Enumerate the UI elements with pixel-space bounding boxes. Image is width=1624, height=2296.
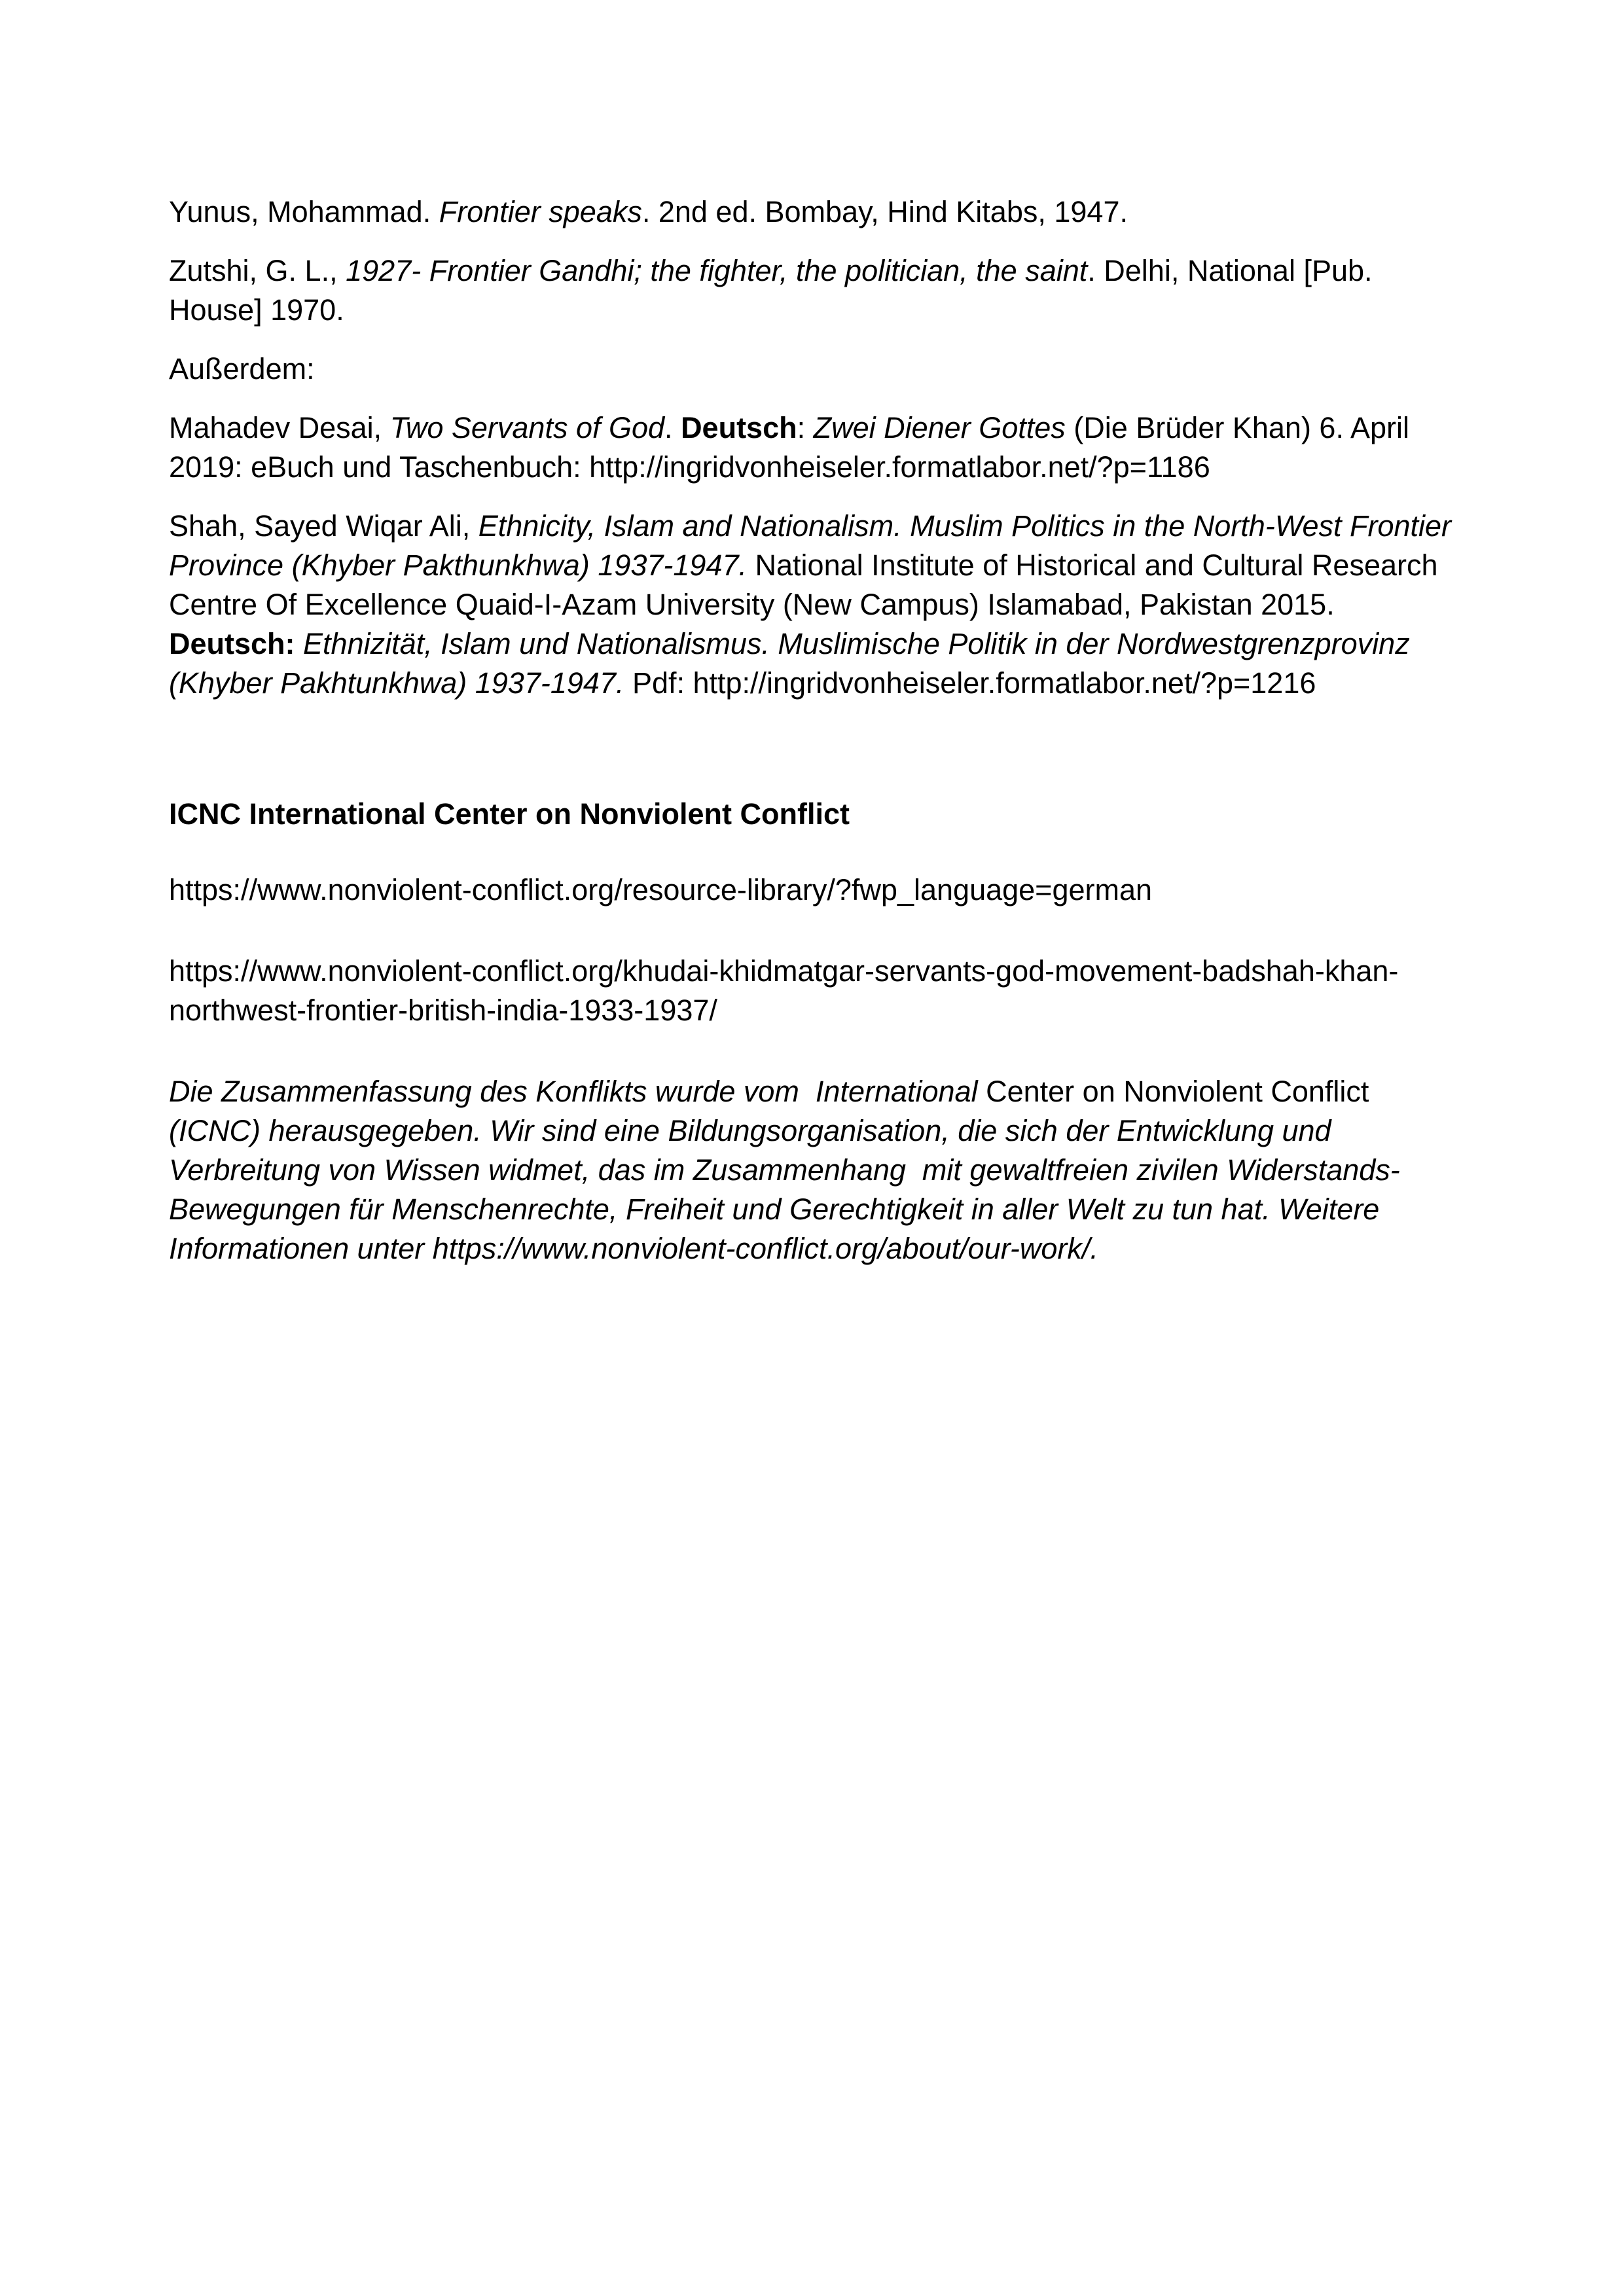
document-content <box>169 192 1460 1288</box>
text-run: Center on Nonviolent Conflict <box>977 1075 1377 1108</box>
text-run: Zutshi, G. L., <box>169 254 346 287</box>
icnc-heading <box>169 795 1457 834</box>
text-run: : <box>797 411 814 444</box>
khudai-khidmatgar-url <box>169 952 1457 1030</box>
text-run: Pdf: http://ingridvonheiseler.formatlabor.net/?p=1216 <box>624 666 1316 700</box>
text-run: Shah, Sayed Wiqar Ali, <box>169 509 478 543</box>
text-run: Deutsch <box>681 411 797 444</box>
resource-library-url <box>169 870 1457 910</box>
text-run: 1927- Frontier Gandhi; the fighter, the politician, the saint <box>346 254 1088 287</box>
text-run: Mahadev Desai, <box>169 411 390 444</box>
text-run: (Die Brüder Khan) 6. April 2019: eBuch und Taschenbuch: http://ingridvonheiseler.formatlabor.net/?p=1186 <box>169 411 1418 484</box>
text-run: Die Zusammenfassung des Konflikts wurde vom International <box>169 1075 978 1108</box>
text-run: ICNC International Center on Nonviolent Conflict <box>169 797 850 831</box>
reference-yunus <box>169 192 1457 232</box>
text-run: Two Servants of God <box>389 411 665 444</box>
text-run: Außerdem: <box>169 352 315 386</box>
reference-desai <box>169 408 1457 487</box>
text-run: Zwei Diener Gottes <box>813 411 1066 444</box>
text-run: Deutsch: <box>169 627 295 660</box>
text-run: Ethnizität, Islam und Nationalismus. Muslimische Politik in der Nordwestgrenzprovinz (Khyber Pakhtunkhwa) 1937-1947. <box>169 627 1418 700</box>
text-run: . <box>664 411 681 444</box>
text-run: (ICNC) herausgegeben. Wir sind eine Bildungsorganisation, die sich der Entwicklung und Verbreitung von Wissen widmet, das im Zusammenhang mit gewaltfreien zivilen Widerstands-Bewegungen für Menschenrechte, Freiheit und Gerechtigkeit in aller Welt zu tun hat. Weitere Informationen unter https://www.nonviolent-conflict.org/about/our-work/. <box>169 1114 1400 1265</box>
icnc-description <box>169 1072 1457 1268</box>
url-text: https://www.nonviolent-conflict.org/resource-library/?fwp_language=german <box>169 873 1153 906</box>
text-run: National Institute of Historical and Cultural Research Centre Of Excellence Quaid-I-Azam University (New Campus) Islamabad, Pakistan 2015. <box>169 548 1447 621</box>
ausserdem-label <box>169 350 1457 389</box>
text-run: . 2nd ed. Bombay, Hind Kitabs, 1947. <box>641 195 1128 228</box>
text-run: . Delhi, National [Pub. House] 1970. <box>169 254 1381 327</box>
text-run: Frontier speaks <box>439 195 642 228</box>
text-run: Yunus, Mohammad. <box>169 195 439 228</box>
reference-shah <box>169 507 1460 703</box>
url-text: https://www.nonviolent-conflict.org/khudai-khidmatgar-servants-god-movement-badshah-khan-northwest-frontier-british-india-1933-1937/ <box>169 954 1399 1027</box>
reference-zutshi <box>169 251 1457 330</box>
text-run: Ethnicity, Islam and Nationalism. Muslim Politics in the North-West Frontier Province (Khyber Pakthunkhwa) 1937-1947. <box>169 509 1460 582</box>
